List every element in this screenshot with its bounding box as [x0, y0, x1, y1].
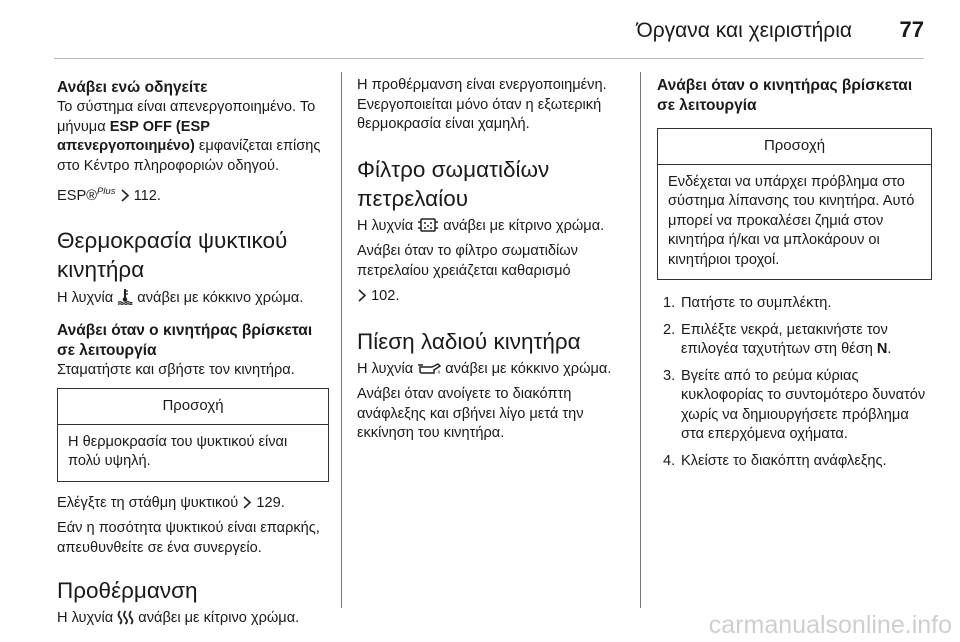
paragraph: Ανάβει όταν ανοίγετε το διακόπτη ανάφλεξης και σβήνει λίγο μετά την εκκίνηση του κινητήρα.	[357, 386, 584, 441]
step-number: 1.	[663, 295, 676, 311]
text: εμφανίζεται επίσης στο Κέντρο πληροφοριών οδηγού.	[57, 138, 321, 174]
caution-title: Προσοχή	[58, 389, 328, 425]
page-number: 77	[899, 17, 924, 42]
reference-arrow-icon	[120, 189, 130, 202]
text: ESP®	[57, 187, 97, 204]
caution-box	[57, 388, 329, 482]
paragraph: Ανάβει όταν το φίλτρο σωματιδίων πετρελαίου χρειάζεται καθαρισμό	[357, 243, 578, 279]
caution-box	[657, 128, 932, 280]
text: Η λυχνία	[57, 290, 118, 307]
caution-text: Ενδέχεται να υπάρχει πρόβλημα στο σύστημα λίπανσης του κινητήρα. Αυτό μπορεί να προκαλέσει ζημιά στον κινητήρα ή/και να μπλοκάρουν οι κινητήριοι τροχοί.	[668, 173, 915, 268]
section-title: Θερμοκρασία ψυκτικού κινητήρα	[57, 228, 288, 283]
text: ανάβει με κόκκινο χρώμα.	[133, 290, 304, 307]
column-2	[357, 76, 625, 450]
step-text: Κλείστε το διακόπτη ανάφλεξης.	[681, 452, 887, 469]
header-divider	[54, 58, 924, 59]
text: .	[887, 341, 892, 357]
glow-plug-icon	[117, 609, 134, 625]
steps-list	[657, 294, 932, 471]
page-ref[interactable]: 129.	[256, 494, 285, 511]
watermark: carmanualsonline.info	[708, 611, 952, 639]
diesel-particle-filter-icon	[417, 217, 439, 233]
list-item	[657, 367, 932, 445]
cross-reference	[57, 494, 329, 514]
section-heading: Ανάβει όταν ο κινητήρας βρίσκεται σε λειτουργία	[657, 77, 913, 114]
text: ανάβει με κίτρινο χρώμα.	[439, 217, 605, 234]
text: Η λυχνία	[357, 360, 418, 377]
cross-reference	[357, 287, 625, 307]
list-item	[657, 452, 932, 472]
section-title: Πίεση λαδιού κινητήρα	[357, 328, 581, 354]
list-item	[657, 294, 932, 314]
gear-position: N	[876, 341, 888, 357]
paragraph	[357, 360, 625, 380]
paragraph	[57, 98, 329, 176]
column-3	[657, 76, 932, 478]
page-ref[interactable]: 112.	[133, 187, 161, 204]
paragraph	[57, 609, 329, 629]
text: ανάβει με κόκκινο χρώμα.	[441, 360, 612, 377]
text: Η λυχνία	[57, 610, 118, 627]
step-number: 4.	[663, 452, 676, 469]
step-number: 3.	[663, 367, 676, 384]
column-divider	[341, 72, 342, 608]
column-divider	[640, 72, 641, 608]
reference-arrow-icon	[242, 496, 252, 509]
reference-arrow-icon	[357, 289, 367, 302]
caution-text: Η θερμοκρασία του ψυκτικού είναι πολύ υψηλή.	[68, 433, 288, 470]
paragraph: Σταματήστε και σβήστε τον κινητήρα.	[57, 361, 295, 378]
chapter-title: Όργανα και χειριστήρια	[636, 19, 852, 42]
text: Η λυχνία	[357, 217, 418, 234]
section-title: Φίλτρο σωματιδίων πετρελαίου	[357, 156, 550, 211]
section-heading: Ανάβει ενώ οδηγείτε	[57, 79, 208, 96]
page-ref[interactable]: 102.	[371, 288, 400, 304]
page-header	[0, 0, 960, 58]
caution-title: Προσοχή	[658, 129, 931, 165]
paragraph: Η προθέρμανση είναι ενεργοποιημένη. Ενεργοποιείται μόνο όταν η εξωτερική θερμοκρασία είναι χαμηλή.	[357, 77, 607, 132]
paragraph	[57, 288, 329, 309]
message-text: ESP OFF (ESP απενεργοποιημένο)	[57, 118, 210, 154]
step-number: 2.	[663, 321, 676, 338]
list-item	[657, 321, 932, 360]
text: Το σύστημα είναι απενεργοποιημένο. Το μήνυμα	[57, 99, 316, 135]
section-heading: Ανάβει όταν ο κινητήρας βρίσκεται σε λειτουργία	[57, 321, 313, 359]
step-text: Βγείτε από το ρεύμα κύριας κυκλοφορίας το συντομότερο δυνατόν χωρίς να δημιουργήσετε πρόβλημα στα επερχόμενα οχήματα.	[681, 367, 926, 442]
text: ανάβει με κίτρινο χρώμα.	[134, 610, 300, 627]
section-title: Προθέρμανση	[57, 578, 198, 604]
cross-reference	[57, 182, 329, 206]
superscript: Plus	[96, 186, 116, 197]
column-1	[57, 78, 329, 635]
step-text: Επιλέξτε νεκρά, μετακινήστε τον επιλογέα ταχυτήτων στη θέση	[681, 321, 888, 357]
coolant-temperature-icon	[117, 288, 133, 305]
step-text: Πατήστε το συμπλέκτη.	[681, 295, 832, 311]
paragraph: Εάν η ποσότητα ψυκτικού είναι επαρκής, απευθυνθείτε σε ένα συνεργείο.	[57, 520, 320, 556]
oil-pressure-icon	[417, 362, 441, 376]
paragraph	[357, 217, 625, 237]
text: Ελέγξτε τη στάθμη ψυκτικού	[57, 494, 243, 511]
